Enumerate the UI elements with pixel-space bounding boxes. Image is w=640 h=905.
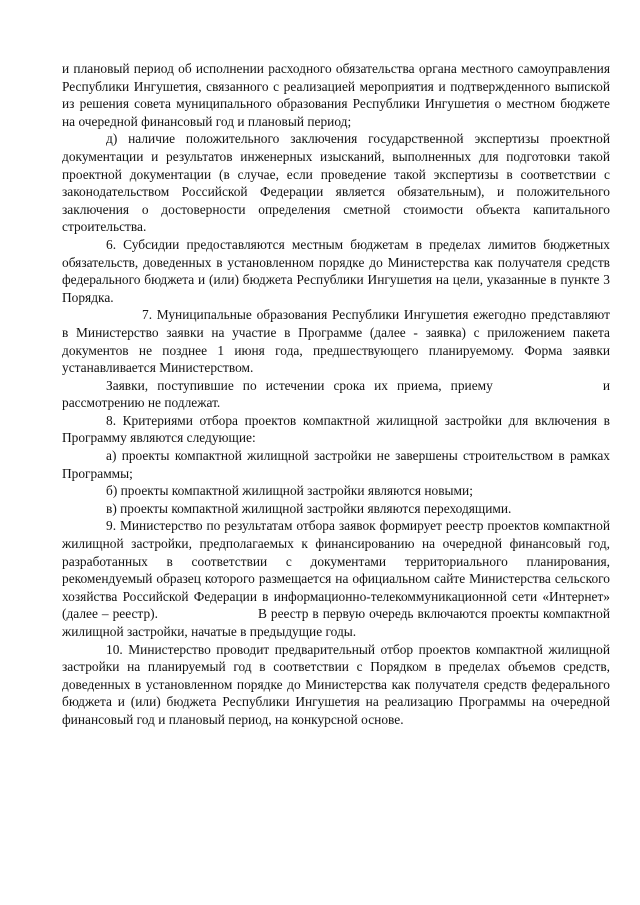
paragraph-6: 6. Субсидии предоставляются местным бюджетам в пределах лимитов бюджетных обязательств, доведенных в установленном порядке до Министерства как получателя средств федерального бюджета и (или) бюджета Республики Ингушетия на цели, указанные в пункте 3 Порядка.	[62, 236, 610, 305]
paragraph-7: 7. Муниципальные образования Республики Ингушетия ежегодно представляют в Министерство заявки на участие в Программе (далее - заявка) с приложением пакета документов не позднее 1 июня года, предшествующего планируемому. Форма заявки устанавливается Министерством.	[62, 307, 610, 376]
paragraph-late-applications	[62, 377, 610, 412]
paragraph-8-a: а) проекты компактной жилищной застройки не завершены строительством в рамках Программы;	[62, 448, 610, 481]
paragraph-8-c: в) проекты компактной жилищной застройки являются переходящими.	[106, 500, 512, 516]
paragraph-item-d: д) наличие положительного заключения государственной экспертизы проектной документации и результатов инженерных изысканий, выполненных для подготовки такой проектной документации (в случае, если проведение такой экспертизы в соответствии с законодательством Российской Федерации является обязательным), и положительного заключения о достоверности определения сметной стоимости объекта капитального строительства.	[62, 131, 610, 235]
document-page	[62, 60, 610, 729]
paragraph-10: 10. Министерство проводит предварительный отбор проектов компактной жилищной застройки на планируемый год в соответствии с Порядком в пределах объемов средств, доведенных в установленном порядке до Министерства как получателя средств федерального бюджета и (или) бюджета Республики Ингушетия на реализацию Программы на очередной финансовый год и плановый период, на конкурсной основе.	[62, 641, 610, 727]
paragraph-9-text: 9. Министерство по результатам отбора заявок формирует реестр проектов компактной жилищной застройки, предполагаемых к финансированию на очередной финансовый год, разработанных в соответствии с документами территориального планирования, рекомендуемый образец которого размещается на официальном сайте Министерства сельского хозяйства Российской Федерации в информационно-телекоммуникационной сети «Интернет» (далее – реестр).	[62, 518, 610, 622]
paragraph-8-b: б) проекты компактной жилищной застройки являются новыми;	[106, 483, 473, 499]
paragraph-9	[62, 517, 610, 640]
paragraph-continuation: и плановый период об исполнении расходного обязательства органа местного самоуправления Республики Ингушетия, связанного с реализацией мероприятия и подтвержденного выпиской из решения совета муниципального образования Республики Ингушетия о местном бюджете на очередной финансовый год и плановый период;	[62, 61, 610, 129]
paragraph-9-registry-priority: В реестр в первую очередь включаются проекты компактной жилищной застройки, начатые в предыдущие годы.	[62, 606, 610, 639]
paragraph-8: 8. Критериями отбора проектов компактной жилищной застройки для включения в Программу являются следующие:	[62, 412, 610, 446]
late-applications-text: Заявки, поступившие по истечении срока их приема, приему	[106, 377, 493, 393]
late-applications-tail: и рассмотрению не подлежат.	[62, 377, 610, 411]
